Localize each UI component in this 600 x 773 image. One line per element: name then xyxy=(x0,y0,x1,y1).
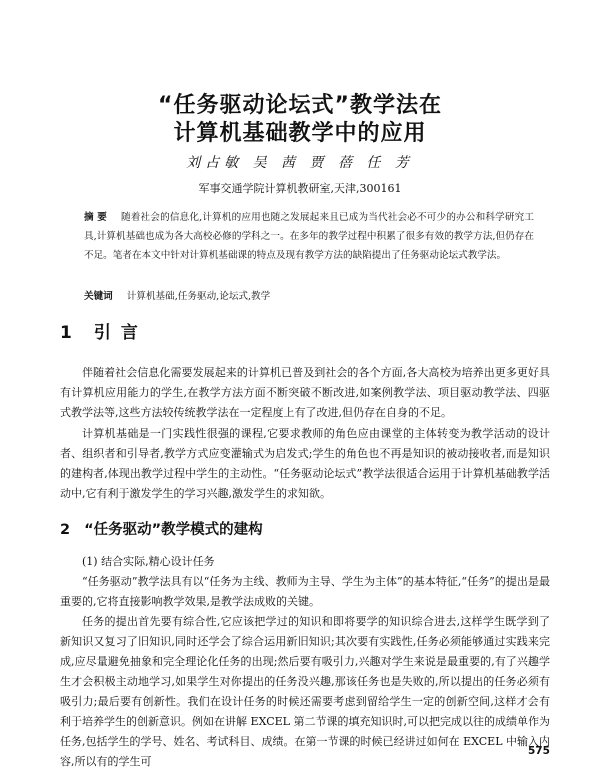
section-2-heading xyxy=(60,518,263,539)
subsection-heading: (1) 结合实际,精心设计任务 xyxy=(82,555,215,568)
section-2-title: “任务驱动”教学模式的建构 xyxy=(84,522,263,538)
abstract-label: 摘 要 xyxy=(84,212,108,223)
paper-title-line-1: “任务驱动论坛式”教学法在 xyxy=(158,93,442,118)
intro-paragraph-2: 计算机基础是一门实践性很强的课程,它要求教师的角色应由课堂的主体转变为教学活动的设计者、组织者和引导者,教学方式应变灌输式为启发式;学生的角色也不再是知识的被动接收者,而是知识的建构者,体现出教学过程中学生的主动性。“任务驱动论坛式”教学法很适合运用于计算机基础教学活动中,它有利于激发学生的学习兴趣,激发学生的求知欲。 xyxy=(60,427,550,500)
section-2-paragraph-1: “任务驱动”教学法具有以“任务为主线、教师为主导、学生为主体”的基本特征,“任务”的提出是最重要的,它将直接影响教学效果,是教学法成败的关键。 xyxy=(60,575,550,608)
section-1-number: 1 xyxy=(60,323,72,343)
section-2-number: 2 xyxy=(60,522,71,538)
abstract xyxy=(84,208,534,265)
abstract-text: 随着社会的信息化,计算机的应用也随之发展起来且已成为当代社会必不可少的办公和科学研究工具,计算机基础也成为各大高校必修的学科之一。在多年的教学过程中积累了很多有效的教学方法,但仍存在不足。笔者在本文中针对计算机基础课的特点及现有教学方法的缺陷提出了任务驱动论坛式教学法。 xyxy=(84,212,534,261)
section-1-title: 引言 xyxy=(93,323,148,343)
author-list: 刘占敏 吴 茜 贾 蓓 任 芳 xyxy=(186,155,414,171)
intro-paragraph-1: 伴随着社会信息化需要发展起来的计算机已普及到社会的各个方面,各大高校为培养出更多更好具有计算机应用能力的学生,在教学方法方面不断突破不断改进,如案例教学法、项目驱动教学法、四驱式教学法等,这些方法较传统教学法在一定程度上有了改进,但仍存在自身的不足。 xyxy=(60,366,550,419)
section-2-paragraph-2: 任务的提出首先要有综合性,它应该把学过的知识和即将要学的知识综合进去,这样学生既学到了新知识又复习了旧知识,同时还学会了综合运用新旧知识;其次要有实践性,任务必须能够通过实践来完成,应尽量避免抽象和完全理论化任务的出现;然后要有吸引力,兴趣对学生来说是最重要的,有了兴趣学生才会积极主动地学习,如果学生对你提出的任务没兴趣,那该任务也是失败的,所以提出的任务必须有吸引力;最后要有创新性。我们在设计任务的时候还需要考虑到留给学生一定的创新空间,这样才会有利于培养学生的创新意识。例如在讲解 EXCEL 第二节课的填充知识时,可以把完成以往的成绩单作为任务,包括学生的学号、姓名、考试科目、成绩。在第一节课的时候已经讲过如何在 EXCEL 中输入内容,所以有的学生可 xyxy=(60,615,550,768)
paper-title-line-2: 计算机基础教学中的应用 xyxy=(173,121,427,146)
keywords xyxy=(84,290,534,304)
page-number: 575 xyxy=(528,745,550,757)
section-1-heading xyxy=(60,318,148,343)
keywords-label: 关键词 xyxy=(84,291,113,302)
keywords-text: 计算机基础,任务驱动,论坛式,教学 xyxy=(126,291,271,302)
affiliation: 军事交通学院计算机教研室,天津,300161 xyxy=(198,182,402,195)
